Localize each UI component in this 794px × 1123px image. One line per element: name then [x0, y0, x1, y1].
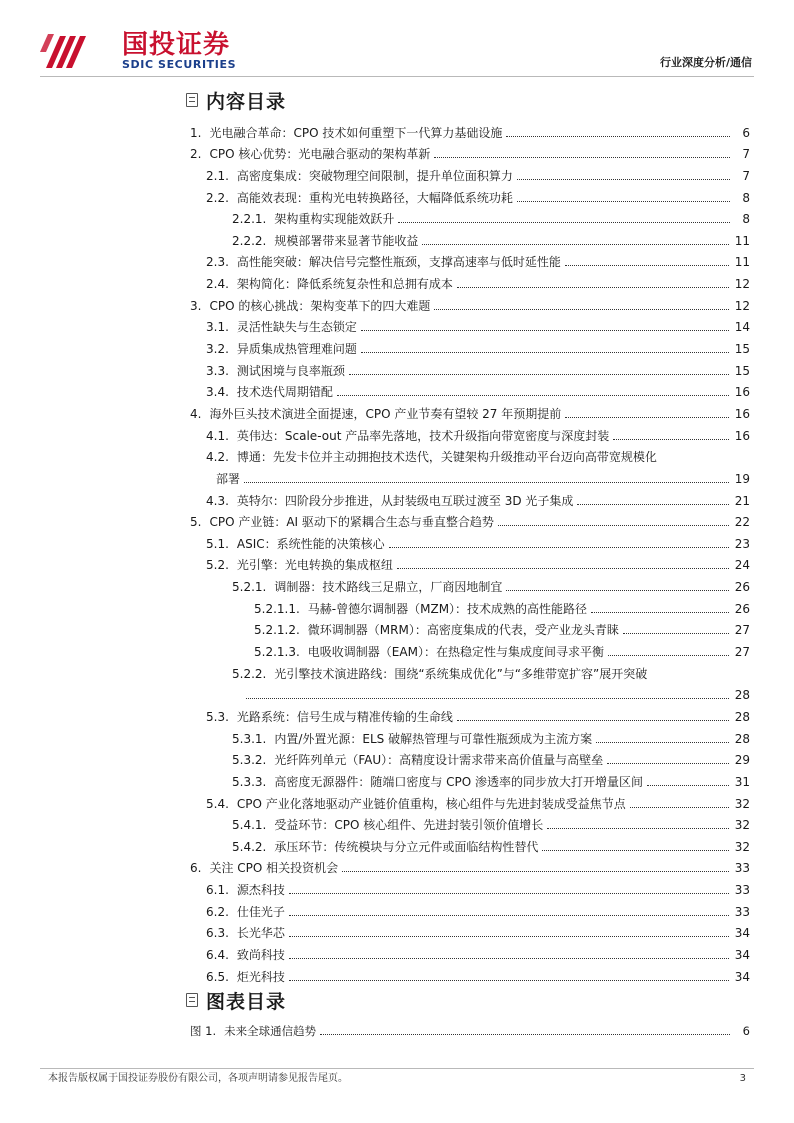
- toc-entry[interactable]: [186, 313, 750, 335]
- toc-entry-page: 32: [734, 818, 750, 833]
- toc-entry-page: 16: [734, 385, 750, 400]
- toc-entry-label: 炬光科技: [236, 969, 285, 984]
- toc-entry[interactable]: [186, 183, 750, 205]
- leader-dots: [349, 374, 729, 375]
- toc-entry-page: 26: [734, 601, 750, 616]
- toc-entry-label: 关注 CPO 相关投资机会: [209, 861, 339, 876]
- toc-entry[interactable]: [186, 399, 750, 421]
- toc-entry-page: 28: [734, 688, 750, 703]
- toc-entry-label: 光路系统：信号生成与精准传输的生命线: [236, 709, 453, 724]
- toc-entry-page: 26: [734, 580, 750, 595]
- leader-dots: [398, 222, 730, 223]
- toc-entry-page: 7: [742, 147, 750, 162]
- toc-entry-label: ASIC：系统性能的决策核心: [236, 536, 385, 551]
- toc-entry-number: 2.2.: [206, 190, 229, 205]
- toc-entry-number: 2.4.: [206, 277, 229, 292]
- leader-dots: [434, 309, 728, 310]
- toc-entry[interactable]: [186, 269, 750, 291]
- toc-entry-label: 调制器：技术路线三足鼎立，厂商因地制宜: [274, 580, 503, 595]
- toc-entry-number: 6.2.: [206, 904, 229, 919]
- leader-dots: [596, 742, 729, 743]
- leader-dots: [498, 525, 729, 526]
- toc-entry-page: 34: [734, 947, 750, 962]
- toc-entry[interactable]: [186, 486, 750, 508]
- toc-entry-label: 技术迭代周期错配: [236, 385, 333, 400]
- toc-entry-number: 5.3.1.: [232, 731, 267, 746]
- toc-entry-number: 2.2.1.: [232, 212, 267, 227]
- leader-dots: [565, 265, 729, 266]
- toc-entry-number: 5.3.2.: [232, 753, 267, 768]
- toc-entry-number: 5.3.3.: [232, 774, 267, 789]
- leader-dots: [547, 828, 728, 829]
- header-divider: [40, 76, 754, 77]
- leader-dots: [517, 201, 730, 202]
- leader-dots: [397, 568, 729, 569]
- toc-entry[interactable]: [186, 1016, 750, 1038]
- toc-entry-label: 架构重构实现能效跃升: [274, 212, 395, 227]
- toc-entry-page: 28: [734, 731, 750, 746]
- toc-entry-page: 33: [734, 861, 750, 876]
- leader-dots: [361, 330, 729, 331]
- toc-entry-number: 2.1.: [206, 168, 229, 183]
- toc-entry-page: 32: [734, 796, 750, 811]
- toc-entry[interactable]: [186, 248, 750, 270]
- toc-entry-label: 部署: [216, 471, 241, 486]
- toc-entry-number: 5.1.: [206, 536, 229, 551]
- toc-entry[interactable]: [186, 789, 750, 811]
- leader-dots: [517, 179, 730, 180]
- toc-entry[interactable]: [186, 702, 750, 724]
- toc-entry-page: 23: [734, 536, 750, 551]
- toc-entry-number: 6.1.: [206, 883, 229, 898]
- toc-entry[interactable]: [186, 962, 750, 984]
- toc-entry-number: 图 1.: [190, 1023, 217, 1038]
- toc-entry-number: 3.1.: [206, 320, 229, 335]
- toc-entry-number: 2.: [190, 147, 202, 162]
- toc-entry-page: 8: [742, 212, 750, 227]
- toc-entry-label: 光引擎：光电转换的集成枢纽: [236, 558, 393, 573]
- toc-entry-number: 5.2.1.2.: [254, 623, 300, 638]
- leader-dots: [608, 655, 729, 656]
- toc-entry-label: 异质集成热管理难问题: [236, 342, 357, 357]
- toc-entry[interactable]: [186, 421, 750, 443]
- list-of-figures: [186, 1016, 750, 1038]
- leader-dots: [337, 395, 729, 396]
- toc-entry-label: CPO 的核心挑战：架构变革下的四大难题: [209, 298, 431, 313]
- toc-entry-number: 6.3.: [206, 926, 229, 941]
- toc-entry-label: CPO 产业链：AI 驱动下的紧耦合生态与垂直整合趋势: [209, 515, 494, 530]
- toc-entry[interactable]: [186, 811, 750, 833]
- toc-entry-page: 7: [742, 168, 750, 183]
- leader-dots: [422, 244, 728, 245]
- toc-entry[interactable]: [186, 118, 750, 140]
- toc-entry-label: 英特尔：四阶段分步推进，从封装级电互联过渡至 3D 光子集成: [236, 493, 574, 508]
- logo-english-text: SDIC SECURITIES: [122, 58, 237, 71]
- leader-dots: [289, 958, 729, 959]
- toc-entry-number: 3.2.: [206, 342, 229, 357]
- document-icon: [186, 993, 198, 1007]
- toc-title: 内容目录: [206, 90, 287, 113]
- toc-entry-number: 5.4.1.: [232, 818, 267, 833]
- toc-entry-page: 12: [734, 298, 750, 313]
- toc-entry-page: 34: [734, 969, 750, 984]
- toc-entry-page: 11: [734, 255, 750, 270]
- toc-entry[interactable]: [186, 291, 750, 313]
- toc-entry[interactable]: [186, 205, 750, 227]
- toc-entry[interactable]: [186, 140, 750, 162]
- toc-entry[interactable]: [186, 226, 750, 248]
- toc-entry-page: 19: [734, 471, 750, 486]
- toc-entry[interactable]: [186, 659, 750, 681]
- footer-disclaimer: 本报告版权属于国投证券股份有限公司，各项声明请参见报告尾页。: [48, 1073, 348, 1084]
- toc-entry-number: 5.2.1.3.: [254, 645, 300, 660]
- company-logo: [40, 30, 270, 72]
- toc-entry-number: 4.: [190, 406, 202, 421]
- toc-entry-page: 8: [742, 190, 750, 205]
- toc-entry-label: 光纤阵列单元（FAU）：高精度设计需求带来高价值量与高壁垒: [274, 753, 604, 768]
- toc-entry-number: 1.: [190, 125, 202, 140]
- logo-chinese-text: 国投证券: [122, 30, 231, 60]
- leader-dots: [289, 915, 729, 916]
- toc-entry-continuation[interactable]: [186, 681, 750, 703]
- page-number: 3: [739, 1073, 746, 1084]
- leader-dots: [506, 136, 730, 137]
- toc-entry-label: 博通：先发卡位并主动拥抱技术迭代，关键架构升级推动平台迈向高带宽规模化: [236, 450, 657, 465]
- toc-entry-page: 33: [734, 904, 750, 919]
- toc-entry-page: 22: [734, 515, 750, 530]
- toc-entry-number: 6.5.: [206, 969, 229, 984]
- toc-entry-label: 马赫-曾德尔调制器（MZM）：技术成熟的高性能路径: [307, 601, 588, 616]
- toc-entry-page: 34: [734, 926, 750, 941]
- toc-entry-page: 31: [734, 774, 750, 789]
- leader-dots: [565, 417, 728, 418]
- toc-entry-page: 29: [734, 753, 750, 768]
- toc-entry-number: 2.3.: [206, 255, 229, 270]
- toc-entry[interactable]: [186, 616, 750, 638]
- leader-dots: [289, 893, 729, 894]
- toc-entry[interactable]: [186, 940, 750, 962]
- toc-entry-number: 4.3.: [206, 493, 229, 508]
- toc-entry-label: 高密度无源器件：随端口密度与 CPO 渗透率的同步放大打开增量区间: [274, 774, 644, 789]
- toc-entry-number: 5.4.2.: [232, 839, 267, 854]
- figures-heading: [186, 988, 286, 1012]
- leader-dots: [613, 439, 729, 440]
- toc-entry[interactable]: [186, 854, 750, 876]
- leader-dots: [246, 698, 729, 699]
- toc-entry-page: 6: [742, 125, 750, 140]
- toc-entry-number: 3.: [190, 298, 202, 313]
- toc-entry-label: 仕佳光子: [236, 904, 285, 919]
- leader-dots: [623, 633, 729, 634]
- toc-entry-page: 15: [734, 363, 750, 378]
- toc-entry-label: 长光华芯: [236, 926, 285, 941]
- toc-entry-number: 5.: [190, 515, 202, 530]
- toc-entry-label: 电吸收调制器（EAM）：在热稳定性与集成度间寻求平衡: [307, 645, 604, 660]
- toc-entry-label: 规模部署带来显著节能收益: [274, 233, 419, 248]
- toc-entry-label: 高能效表现：重构光电转换路径，大幅降低系统功耗: [236, 190, 513, 205]
- toc-entry-number: 5.2.1.1.: [254, 601, 300, 616]
- leader-dots: [506, 590, 728, 591]
- toc-entry-label: 测试困境与良率瓶颈: [236, 363, 345, 378]
- report-category: 行业深度分析/通信: [659, 56, 752, 69]
- toc-entry[interactable]: [186, 897, 750, 919]
- logo-mark-icon: [40, 32, 86, 70]
- leader-dots: [289, 936, 729, 937]
- toc-entry-label: 英伟达：Scale-out 产品率先落地，技术升级指向带宽密度与深度封装: [236, 428, 610, 443]
- toc-entry-number: 5.3.: [206, 709, 229, 724]
- toc-entry-page: 27: [734, 623, 750, 638]
- toc-entry[interactable]: [186, 637, 750, 659]
- toc-entry-label: 受益环节：CPO 核心组件、先进封装引领价值增长: [274, 818, 544, 833]
- leader-dots: [577, 504, 728, 505]
- leader-dots: [320, 1034, 730, 1035]
- toc-entry-number: 6.: [190, 861, 202, 876]
- toc-entry-page: 15: [734, 342, 750, 357]
- table-of-contents: [186, 118, 750, 984]
- toc-entry-label: CPO 产业化落地驱动产业链价值重构，核心组件与先进封装成受益焦节点: [236, 796, 626, 811]
- toc-entry-label: 源杰科技: [236, 883, 285, 898]
- toc-entry[interactable]: [186, 724, 750, 746]
- leader-dots: [647, 785, 729, 786]
- leader-dots: [244, 482, 729, 483]
- toc-entry-number: 5.2.: [206, 558, 229, 573]
- page-header: [0, 0, 794, 80]
- toc-entry-label: CPO 核心优势：光电融合驱动的架构革新: [209, 147, 431, 162]
- toc-entry[interactable]: [186, 551, 750, 573]
- toc-entry-label: 高密度集成：突破物理空间限制，提升单位面积算力: [236, 168, 513, 183]
- toc-heading: [186, 88, 286, 112]
- figures-title: 图表目录: [206, 990, 287, 1013]
- toc-entry-label: 致尚科技: [236, 947, 285, 962]
- leader-dots: [289, 980, 729, 981]
- toc-entry[interactable]: [186, 508, 750, 530]
- toc-entry-page: 24: [734, 558, 750, 573]
- toc-entry-label: 光电融合革命：CPO 技术如何重塑下一代算力基础设施: [209, 125, 503, 140]
- toc-entry-page: 27: [734, 645, 750, 660]
- footer-divider: [40, 1068, 754, 1069]
- leader-dots: [361, 352, 729, 353]
- toc-entry-page: 12: [734, 277, 750, 292]
- toc-entry-page: 11: [734, 233, 750, 248]
- toc-entry-number: 4.2.: [206, 450, 229, 465]
- toc-entry-label: 未来全球通信趋势: [224, 1023, 317, 1038]
- toc-entry-page: 21: [734, 493, 750, 508]
- leader-dots: [607, 763, 729, 764]
- toc-entry[interactable]: [186, 919, 750, 941]
- toc-entry-label: 高性能突破：解决信号完整性瓶颈，支撑高速率与低时延性能: [236, 255, 561, 270]
- toc-entry-page: 28: [734, 709, 750, 724]
- leader-dots: [630, 807, 729, 808]
- toc-entry-continuation[interactable]: [186, 464, 750, 486]
- toc-entry-page: 16: [734, 428, 750, 443]
- toc-entry-number: 4.1.: [206, 428, 229, 443]
- toc-entry[interactable]: [186, 529, 750, 551]
- toc-entry-label: 海外巨头技术演进全面提速，CPO 产业节奏有望较 27 年预期提前: [209, 406, 562, 421]
- toc-entry[interactable]: [186, 832, 750, 854]
- leader-dots: [457, 287, 729, 288]
- toc-entry-label: 灵活性缺失与生态锁定: [236, 320, 357, 335]
- leader-dots: [542, 850, 728, 851]
- toc-entry[interactable]: [186, 875, 750, 897]
- toc-entry[interactable]: [186, 572, 750, 594]
- toc-entry-page: 6: [742, 1023, 750, 1038]
- toc-entry[interactable]: [186, 767, 750, 789]
- toc-entry-number: 2.2.2.: [232, 233, 267, 248]
- leader-dots: [591, 612, 729, 613]
- toc-entry[interactable]: [186, 746, 750, 768]
- toc-entry[interactable]: [186, 334, 750, 356]
- toc-entry-label: 光引擎技术演进路线：围绕“系统集成优化”与“多维带宽扩容”展开突破: [274, 666, 648, 681]
- toc-entry[interactable]: [186, 443, 750, 465]
- leader-dots: [457, 720, 729, 721]
- toc-entry-number: 6.4.: [206, 947, 229, 962]
- leader-dots: [434, 157, 730, 158]
- toc-entry-label: 微环调制器（MRM）：高密度集成的代表，受产业龙头青睐: [307, 623, 619, 638]
- toc-entry-page: 33: [734, 883, 750, 898]
- toc-entry-label: 内置/外置光源：ELS 破解热管理与可靠性瓶颈成为主流方案: [274, 731, 593, 746]
- toc-entry-page: 14: [734, 320, 750, 335]
- toc-entry-number: 5.2.1.: [232, 580, 267, 595]
- toc-entry[interactable]: [186, 378, 750, 400]
- leader-dots: [342, 871, 729, 872]
- leader-dots: [389, 547, 729, 548]
- toc-entry-number: 5.4.: [206, 796, 229, 811]
- toc-entry-number: 5.2.2.: [232, 666, 267, 681]
- toc-entry[interactable]: [186, 356, 750, 378]
- toc-entry[interactable]: [186, 161, 750, 183]
- toc-entry-label: 架构简化：降低系统复杂性和总拥有成本: [236, 277, 453, 292]
- toc-entry-number: 3.3.: [206, 363, 229, 378]
- toc-entry-page: 16: [734, 406, 750, 421]
- toc-entry-page: 32: [734, 839, 750, 854]
- toc-entry-number: 3.4.: [206, 385, 229, 400]
- document-icon: [186, 93, 198, 107]
- toc-entry-label: 承压环节：传统模块与分立元件或面临结构性替代: [274, 839, 539, 854]
- toc-entry[interactable]: [186, 594, 750, 616]
